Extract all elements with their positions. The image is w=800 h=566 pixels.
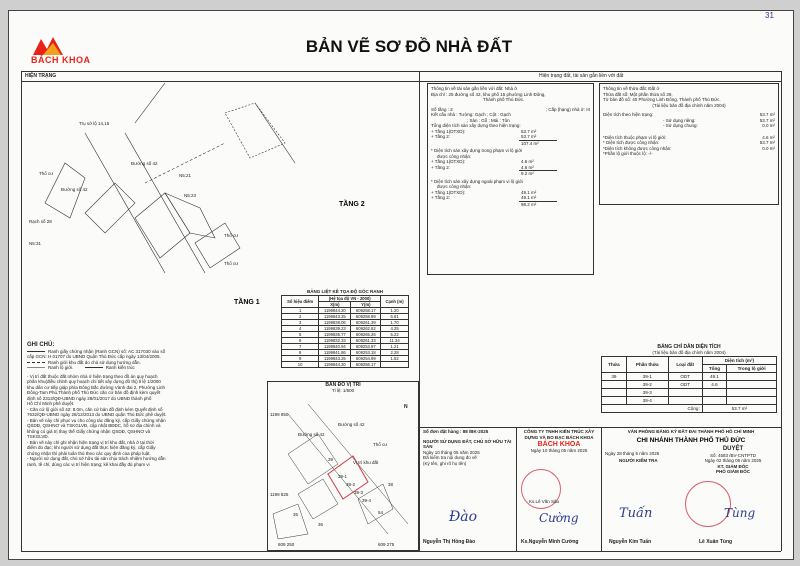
notes-line: Ranh giới khu đất do chủ sử dụng hướng dẫn. bbox=[48, 359, 141, 365]
coord-cell: 609256.17 bbox=[351, 361, 381, 367]
land-road-label: *Diện tích thuộc phạm vi lộ giới: bbox=[603, 134, 667, 140]
land-private-value: 53.7 m² bbox=[759, 117, 775, 123]
violate-f1-value: 4.6 m² bbox=[521, 159, 534, 164]
coord-row bbox=[282, 337, 409, 343]
checker-name: Nguyễn Kim Tuấn bbox=[609, 539, 652, 545]
asset-f2-value: 53.7 m² bbox=[521, 134, 537, 139]
notes-body-line: Hồ Chí Minh phê duyệt. bbox=[27, 401, 75, 406]
coord-cell: 609258.99 bbox=[351, 313, 381, 319]
coord-cell: 1199841.86 bbox=[319, 349, 351, 355]
area-cell: 4.6 bbox=[702, 380, 726, 388]
coord-cell bbox=[381, 361, 409, 367]
area-cell bbox=[668, 388, 702, 396]
director-signature: Tùng bbox=[724, 506, 756, 520]
approved-label: DUYỆT bbox=[722, 446, 744, 452]
land-parcel: Thửa đất số: Một phần thửa số 39, bbox=[603, 91, 673, 97]
outside-f1-label: + Tầng 1(DTXD): bbox=[431, 189, 466, 195]
location-map-scale: Tỉ lệ: 1/500 bbox=[331, 388, 355, 393]
company-logo bbox=[31, 35, 131, 65]
asset-structure: ; Sàn : Gỗ ; Mái : Tôn bbox=[467, 117, 510, 123]
area-total-label: Cộng: bbox=[602, 404, 703, 412]
coord-cell: 609258.17 bbox=[351, 307, 381, 313]
notes-body-line: ranh, tề chỉ, dùng các vị trí hiện trạng; kê khai đầy đủ phạm vi bbox=[27, 461, 150, 467]
coord-cell: 1199843.25 bbox=[319, 313, 351, 319]
coord-cell: 9 bbox=[282, 355, 319, 361]
area-row bbox=[602, 380, 777, 388]
company-sign-role: Ks.Lê Văn Sâu bbox=[529, 499, 560, 504]
coord-cell: 5 bbox=[282, 331, 319, 337]
coord-cell: 10 bbox=[282, 361, 319, 367]
coord-cell: 1199839.23 bbox=[319, 325, 351, 331]
land-area-label: Diện tích theo hiện trạng: bbox=[603, 112, 654, 117]
coord-cell: 11.34 bbox=[381, 337, 409, 343]
notes-body-line: không có giá trị thay thế Giấy chứng nhận QSDĐ, QSHNƠ và bbox=[27, 428, 151, 434]
land-shared-label: - Sử dụng chung: bbox=[663, 123, 698, 128]
asset-total-heading: Tổng diện tích sàn xây dựng theo hiện trạng: bbox=[431, 123, 521, 128]
office-stamp bbox=[685, 481, 731, 527]
floor1-label: TẦNG 1 bbox=[234, 299, 260, 306]
coord-cell: 8 bbox=[282, 349, 319, 355]
approval-block bbox=[689, 447, 777, 475]
notes-body-line: QSDĐ, QSHNƠ và TSKGLVĐ, cập nhật BĐĐC, hồ sơ địa chính và bbox=[27, 423, 161, 428]
section-label: HIỆN TRẠNG bbox=[25, 73, 57, 79]
coord-cell: 1.52 bbox=[381, 355, 409, 361]
right-header: Hiện trạng đất, tài sản gắn liền với đất bbox=[539, 73, 624, 79]
coord-cell: 6 bbox=[282, 337, 319, 343]
violate-f2-value: 4.6 m² bbox=[521, 164, 534, 170]
street-label: Đường số 42 bbox=[131, 161, 158, 166]
approved-date: Ngày 02 tháng 06 năm 2025 bbox=[704, 458, 762, 463]
director-name: Lê Xuân Tùng bbox=[699, 539, 733, 545]
street-label: Trụ sở lộ 14,15 bbox=[79, 121, 110, 126]
owner-signature: Đào bbox=[449, 509, 478, 525]
area-cell bbox=[727, 396, 777, 404]
asset-f1-value: 53.7 m² bbox=[521, 128, 537, 134]
area-total-value: 53.7 m² bbox=[702, 404, 776, 412]
drawing-sheet bbox=[8, 10, 794, 560]
area-cell: ODT bbox=[668, 380, 702, 388]
floor2-label: TẦNG 2 bbox=[339, 201, 365, 208]
land-heading: Thông tin về thửa đất: Đất ở bbox=[603, 86, 660, 91]
map-label: 609 275 bbox=[378, 542, 395, 547]
company-logo-text: BÁCH KHOA bbox=[31, 55, 91, 65]
street-label: Thổ cư bbox=[224, 261, 239, 266]
map-label: 39-3 bbox=[354, 490, 364, 495]
coord-cell: 1.70 bbox=[381, 319, 409, 325]
company-sign-sub: BÁCH KHOA bbox=[537, 441, 581, 448]
land-private-label: - Sử dụng riêng: bbox=[663, 117, 696, 123]
owner-note: Đã kiểm tra nội dung đo vẽ bbox=[423, 455, 477, 460]
coord-cell: 4 bbox=[282, 325, 319, 331]
area-subheader: Tổng bbox=[702, 364, 726, 372]
coord-cell: 1199835.77 bbox=[319, 331, 351, 337]
street-label: N5:31 bbox=[29, 241, 42, 246]
notes-body-line: TSKGLVĐ. bbox=[27, 434, 49, 439]
coord-cell: 609254.99 bbox=[351, 355, 381, 361]
owner-title: NGƯỜI SỬ DỤNG ĐẤT, CHỦ SỞ HỮU TÀI SẢN bbox=[423, 438, 512, 449]
sign-col-owner bbox=[423, 429, 515, 466]
location-map-title: BẢN ĐỒ VỊ TRÍ bbox=[325, 382, 361, 388]
notes-body-line: - Bản vẽ này chỉ phục vụ cho công tác đăng ký, cấp Giấy chứng nhận bbox=[27, 417, 166, 423]
asset-f2-label: + Tầng 2: bbox=[431, 134, 451, 139]
area-row bbox=[602, 388, 777, 396]
approved-role: PHÓ GIÁM ĐỐC bbox=[715, 469, 750, 474]
area-header: Thửa bbox=[602, 356, 627, 372]
road-edge bbox=[125, 133, 205, 273]
violate-heading: được công nhận: bbox=[437, 153, 472, 159]
coord-table-block bbox=[281, 289, 409, 368]
area-header: Phần thửa bbox=[626, 356, 668, 372]
street-label: Thổ cư bbox=[224, 233, 239, 238]
company-logo-icon bbox=[31, 35, 71, 57]
area-table-block bbox=[601, 344, 777, 413]
area-cell bbox=[727, 380, 777, 388]
notes-body-line: định số 2313/QĐ-UBND ngày 28/01/2017 do UBND thành phố bbox=[27, 395, 152, 401]
coord-subheader: X(m) bbox=[319, 301, 351, 307]
notes-body-line: 7632/QĐ-UBND ngày 28/12/2013 do UBND quận Thủ Đức phê duyệt. bbox=[27, 412, 167, 417]
asset-structure: Kết cấu nhà : Tường: Gạch ; Cột : Gạch bbox=[431, 112, 511, 117]
sign-col-company bbox=[519, 429, 599, 453]
owner-note: (Ký tên, ghi rõ họ tên) bbox=[423, 460, 467, 466]
notes-body-line: chứng nhận thì phải tuân thủ theo các quy định của pháp luật. bbox=[27, 450, 151, 456]
company-sign-date: Ngày 10 tháng 05 năm 2025 bbox=[530, 447, 588, 453]
map-label: 1199 825 bbox=[270, 492, 289, 497]
notes-body-line: Đông-Tam Phú,Thành phố Thủ Đức căn cứ bản đồ định kèm quyết bbox=[27, 390, 161, 395]
land-road-width: *Phần lộ giới thuộc lộ: -/- bbox=[603, 151, 653, 156]
coord-cell: 1 bbox=[282, 307, 319, 313]
violate-total: 9.2 m² bbox=[519, 170, 557, 177]
violate-f1-label: + Tầng 1(DTXD): bbox=[431, 159, 466, 164]
map-label: Đường số 42 bbox=[298, 432, 325, 437]
coord-cell: 1.20 bbox=[381, 307, 409, 313]
notes-line: Ranh giấy chứng nhận (Ranh GCN) số: AC 317030 vào số bbox=[48, 348, 166, 354]
coord-table-title: BẢNG LIỆT KÊ TỌA ĐỘ GÓC RANH bbox=[306, 289, 384, 294]
owner-name: Nguyễn Thị Hồng Đào bbox=[423, 539, 476, 545]
area-cell bbox=[602, 396, 627, 404]
coord-header: Số hiệu điểm bbox=[282, 295, 319, 307]
north-label: N bbox=[404, 404, 408, 410]
area-cell bbox=[602, 380, 627, 388]
asset-address: Thành phố Thủ Đức. bbox=[483, 97, 525, 102]
office-branch: CHI NHÁNH THÀNH PHỐ THỦ ĐỨC bbox=[636, 437, 746, 444]
order-no: Số đơn đặt hàng : 88 /BK-2025 bbox=[423, 429, 489, 434]
notes-block bbox=[27, 343, 262, 467]
area-cell bbox=[702, 388, 726, 396]
coord-cell: 6.81 bbox=[381, 313, 409, 319]
notes-heading: GHI CHÚ: bbox=[27, 342, 55, 348]
notes-body-line: - Vị trí đất thuộc đất nhóm nhà ở hiện trạng theo đồ án quy hoạch bbox=[27, 373, 158, 379]
land-recognized-value: 53.7 m² bbox=[759, 140, 775, 145]
outside-heading: được công nhận: bbox=[437, 184, 472, 189]
owner-date: Ngày 10 tháng 05 năm 2025 bbox=[423, 449, 480, 455]
area-table bbox=[601, 356, 777, 413]
company-sign-name: Ks.Nguyễn Minh Cường bbox=[521, 539, 579, 545]
approved-no: Số: 4583 /BV-CNTPTD bbox=[709, 452, 757, 458]
outside-f2-value: 49.1 m² bbox=[521, 195, 537, 200]
map-label: 609 250 bbox=[278, 542, 295, 547]
notes-body-line: phân khu(điều chỉnh quy hoạch chi tiết xây dựng đô thị) tỉ lệ 1/2000 bbox=[27, 379, 161, 384]
notes-line: cấp GCN: H 01707 do UBND Quận Thủ Đức cấp ngày 13/04/2005. bbox=[27, 354, 161, 359]
land-map-sheet: Tờ bản đồ số: 40 Phường Linh Đông, Thành phố Thủ Đức. bbox=[603, 97, 721, 102]
map-label: 1199 850 bbox=[270, 412, 289, 417]
coord-cell: 2 bbox=[282, 313, 319, 319]
land-shared-value: 0.0 m² bbox=[762, 123, 775, 128]
coord-cell: 609265.26 bbox=[351, 331, 381, 337]
street-label: N5:21 bbox=[179, 173, 192, 178]
notes-body-line: khu dân cư tiếp giáp phía Đông Bắc đường Vành đai 2, Phường Linh bbox=[27, 384, 166, 390]
coord-cell: 2.28 bbox=[381, 349, 409, 355]
area-cell: 39 bbox=[602, 372, 627, 380]
area-cell: 39-3 bbox=[626, 388, 668, 396]
area-cell: ODT bbox=[668, 372, 702, 380]
map-label: Vị trí khu đất bbox=[353, 460, 379, 465]
notes-body-line: - Người sử dụng đất, chủ sở hữu tài sản chịu trách nhiệm hướng dẫn bbox=[27, 456, 166, 461]
area-cell: 39-4 bbox=[626, 396, 668, 404]
area-subheader: Trong lộ giới bbox=[727, 364, 777, 372]
coord-header: Cạnh (m) bbox=[381, 295, 409, 307]
outside-total: 98.2 m² bbox=[519, 201, 557, 208]
coord-cell: 7 bbox=[282, 343, 319, 349]
area-row bbox=[602, 372, 777, 380]
coord-cell: 1.21 bbox=[381, 343, 409, 349]
area-table-subtitle: (Tài liệu bản đồ địa chính năm 2004) bbox=[652, 350, 726, 355]
coord-cell: 1199843.25 bbox=[319, 355, 351, 361]
map-label: 36 bbox=[318, 522, 324, 527]
area-cell bbox=[668, 396, 702, 404]
map-label: 39-4 bbox=[362, 498, 372, 503]
coord-cell: 1199844.20 bbox=[319, 307, 351, 313]
outside-heading: * Diện tích sàn xây dựng ngoài phạm vi lộ giới bbox=[431, 178, 524, 184]
coord-row bbox=[282, 361, 409, 367]
coord-cell: 4.25 bbox=[381, 325, 409, 331]
land-road-value: 4.6 m² bbox=[762, 134, 775, 140]
asset-grade: ; Cấp (hạng) nhà ở: III bbox=[545, 106, 590, 112]
land-info-box bbox=[599, 83, 779, 205]
location-map bbox=[267, 381, 419, 551]
checker-signature: Tuấn bbox=[619, 506, 653, 521]
area-cell bbox=[602, 388, 627, 396]
outside-f1-value: 49.1 m² bbox=[521, 189, 537, 195]
location-map-drawing bbox=[268, 394, 416, 544]
violate-heading: * Diện tích sàn xây dựng trong phạm vi lộ giới bbox=[431, 148, 523, 153]
company-signature: Cường bbox=[539, 511, 579, 525]
map-label: 54 bbox=[378, 510, 384, 515]
street-label: N5:23 bbox=[184, 193, 197, 198]
street-label: Rạch số 28 bbox=[29, 219, 52, 224]
coord-cell: 609262.62 bbox=[351, 325, 381, 331]
asset-address: Địa chỉ : 25 đường số 42, khu phố 15 phường Linh Đông, bbox=[431, 91, 546, 97]
street-label: Đường số 42 bbox=[61, 187, 88, 192]
office-date: Ngày 28 tháng 5 năm 2025 bbox=[605, 451, 660, 456]
company-sign-title: CÔNG TY TNHH KIẾN TRÚC XÂY DỰNG VÀ ĐO ĐẠC BÁCH KHOA bbox=[523, 429, 595, 440]
asset-total-value: 107.4 m² bbox=[519, 140, 557, 147]
notes-body-line: - Căn cứ lộ giới số 42: 8.0m, căn cứ bản đồ định kèm Quyết định số bbox=[27, 406, 163, 412]
notes-body-line: điểm đo đạc; khi người sử dụng đất thực hiện đăng ký, cấp Giấy bbox=[27, 445, 156, 450]
asset-heading: Thông tin về tài sản gắn liền với đất: Nhà ở bbox=[431, 86, 518, 91]
area-cell: 49.1 bbox=[702, 372, 726, 380]
asset-floors: Số tầng : 2 bbox=[431, 106, 453, 112]
land-not-recognized-label: *Diện tích không được công nhận: bbox=[603, 145, 672, 151]
map-label: 39-2 bbox=[346, 482, 356, 487]
area-cell bbox=[727, 372, 777, 380]
area-cell bbox=[702, 396, 726, 404]
page-title: BẢN VẼ SƠ ĐỒ NHÀ ĐẤT bbox=[305, 37, 513, 56]
area-row bbox=[602, 396, 777, 404]
notes-line: Ranh lộ giới. bbox=[48, 365, 74, 370]
street-label: Thổ cư bbox=[39, 171, 54, 176]
violate-f2-label: + Tầng 2: bbox=[431, 164, 451, 170]
map-label: 39 bbox=[328, 457, 334, 462]
coord-subheader: Y(m) bbox=[351, 301, 381, 307]
office-check-title: NGƯỜI KIỂM TRA bbox=[619, 458, 658, 463]
notes-line: Ranh kiến trúc bbox=[105, 365, 135, 370]
coord-cell: 609253.97 bbox=[351, 343, 381, 349]
area-cell: 39-2 bbox=[626, 380, 668, 388]
land-doc-note: (Tài liệu bản đồ địa chính năm 2004) bbox=[652, 102, 726, 108]
map-label: 39-1 bbox=[338, 474, 348, 479]
coord-cell: 5.22 bbox=[381, 331, 409, 337]
coord-cell: 1199844.20 bbox=[319, 361, 351, 367]
asset-f1-label: + Tầng 1(DTXD): bbox=[431, 128, 466, 134]
coord-cell: 1199840.94 bbox=[319, 343, 351, 349]
outside-f2-label: + Tầng 2: bbox=[431, 195, 451, 200]
approved-role: KT. GIÁM ĐỐC bbox=[717, 463, 749, 469]
coord-header: (Hệ tọa độ VN - 2000) bbox=[319, 295, 381, 301]
coord-cell: 609261.33 bbox=[351, 337, 381, 343]
coord-cell: 609253.18 bbox=[351, 349, 381, 355]
coord-cell: 1199838.06 bbox=[319, 319, 351, 325]
land-recognized-label: * Diện tích được công nhận: bbox=[603, 140, 660, 145]
page-number: 31 bbox=[765, 11, 774, 20]
map-label: Đường số 42 bbox=[338, 422, 365, 427]
area-header: Loại đất bbox=[668, 356, 702, 372]
coord-table bbox=[281, 295, 409, 368]
notes-body-line: - Bản vẽ này chỉ ghi nhận hiện trạng vị trí khu đất, nhà ở tại thời bbox=[27, 439, 154, 445]
coord-cell: 1199832.33 bbox=[319, 337, 351, 343]
asset-info-box bbox=[427, 83, 594, 275]
land-area-value: 53.7 m² bbox=[759, 112, 775, 117]
map-label: 38 bbox=[388, 482, 394, 487]
area-cell: 39-1 bbox=[626, 372, 668, 380]
area-cell bbox=[727, 388, 777, 396]
map-label: Thổ cư bbox=[373, 442, 388, 447]
office-org: VĂN PHÒNG ĐĂNG KÝ ĐẤT ĐAI THÀNH PHỐ HỒ CHÍ MINH bbox=[627, 429, 755, 434]
land-not-recognized-value: 0.0 m² bbox=[762, 145, 775, 151]
area-header: Diện tích (m²) bbox=[702, 356, 776, 364]
coord-cell: 609261.39 bbox=[351, 319, 381, 325]
area-table-title: BẢNG CHỈ DẪN DIỆN TÍCH bbox=[657, 344, 721, 350]
coord-cell: 3 bbox=[282, 319, 319, 325]
map-label: 35 bbox=[293, 512, 299, 517]
